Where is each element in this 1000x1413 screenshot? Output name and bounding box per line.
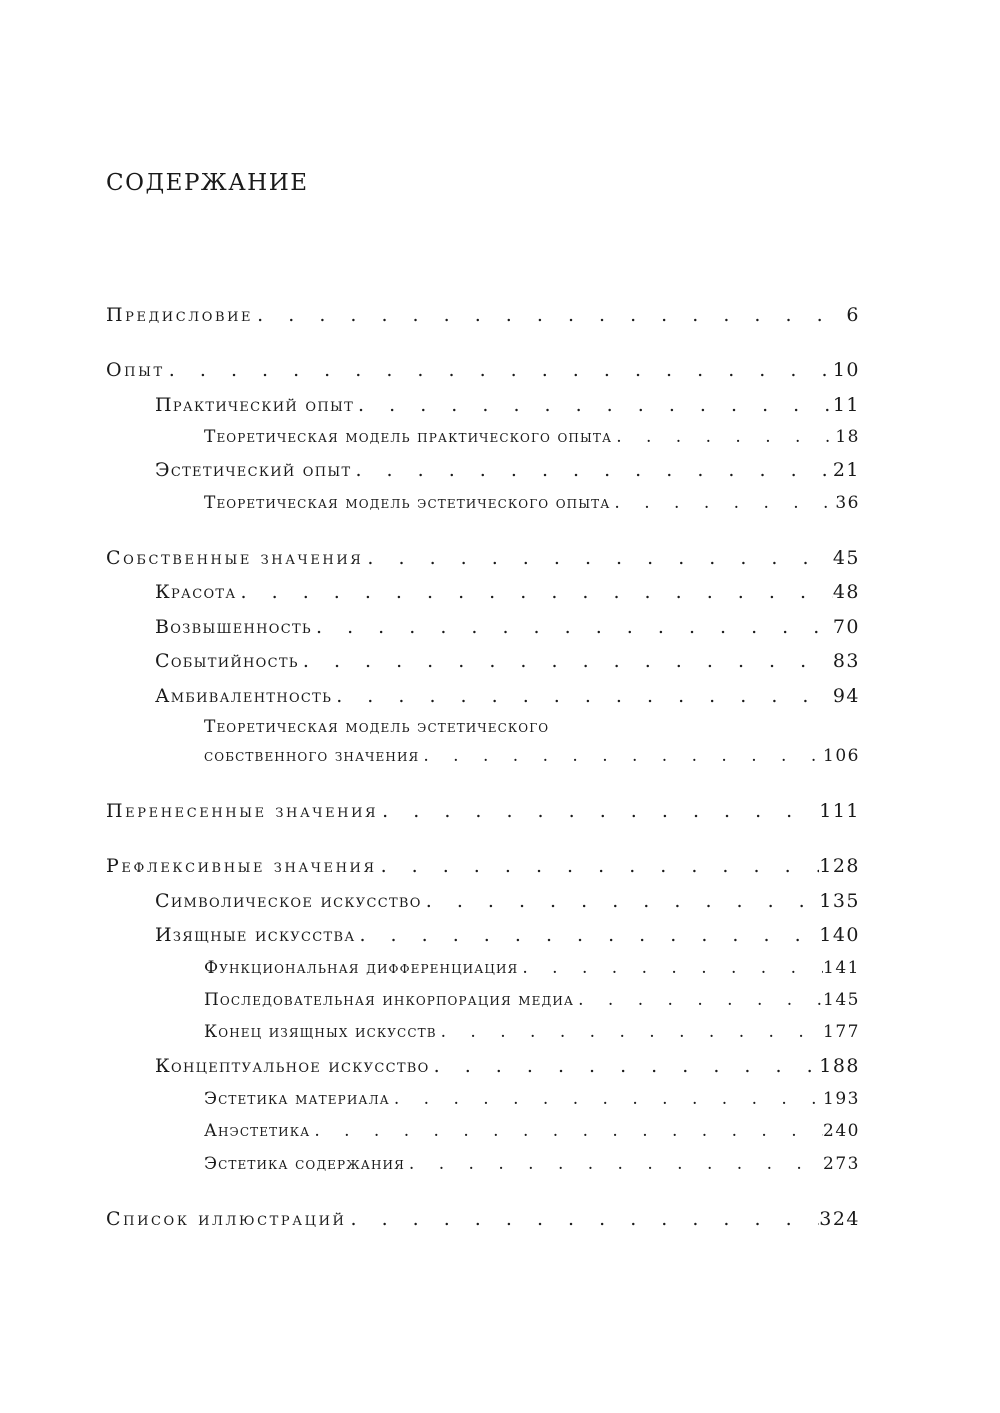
toc-entry-title: Функциональная дифференциация xyxy=(204,958,519,978)
toc-entry-title: Символическое искусство xyxy=(155,890,422,912)
dot-leader xyxy=(610,490,835,516)
toc-entry-theoretical-model-own-meaning[interactable] xyxy=(204,743,860,769)
toc-page-number: 21 xyxy=(832,459,860,481)
dot-leader xyxy=(422,888,820,914)
toc-entry-title: Красота xyxy=(155,581,237,603)
dot-leader xyxy=(430,1053,820,1079)
toc-page-number: 141 xyxy=(823,958,860,978)
toc-entry-title: Теоретическая модель практического опыта xyxy=(204,427,613,447)
toc-page-number: 94 xyxy=(832,685,860,707)
toc-page-number: 83 xyxy=(832,650,860,672)
toc-entry-title: Предисловие xyxy=(106,304,254,326)
toc-page-number: 240 xyxy=(823,1121,860,1141)
toc-page-number: 11 xyxy=(832,394,860,416)
toc-entry-title: Практический опыт xyxy=(155,394,355,416)
toc-entry-title: Эстетика материала xyxy=(204,1089,390,1109)
toc-entry-title: Эстетика содержания xyxy=(204,1154,405,1174)
toc-entry-title: Событийность xyxy=(155,650,299,672)
toc-page-number: 111 xyxy=(819,800,860,822)
toc-entry-title: Опыт xyxy=(106,359,165,381)
dot-leader xyxy=(612,424,835,450)
toc-page-number: 106 xyxy=(823,746,860,766)
toc-entry-preface[interactable] xyxy=(106,302,860,328)
toc-entry-reflexive-meanings[interactable] xyxy=(106,853,860,879)
dot-leader xyxy=(237,579,833,605)
toc-entry-title: Анэстетика xyxy=(204,1121,311,1141)
dot-leader xyxy=(419,743,823,769)
toc-entry-beauty[interactable] xyxy=(155,579,860,605)
toc-entry-title: Рефлексивные значения xyxy=(106,855,377,877)
toc-page-number: 188 xyxy=(819,1055,860,1077)
toc-entry-title-line: Теоретическая модель эстетического xyxy=(204,717,550,737)
dot-leader xyxy=(390,1086,823,1112)
dot-leader xyxy=(346,1206,819,1232)
toc-page-number: 193 xyxy=(823,1089,860,1109)
toc-entry-anaesthetics[interactable] xyxy=(204,1118,860,1144)
toc-page-number: 128 xyxy=(819,855,860,877)
toc-entry-title: Конец изящных искусств xyxy=(204,1022,437,1042)
toc-entry-material-aesthetics[interactable] xyxy=(204,1086,860,1112)
toc-entry-practical-experience[interactable] xyxy=(155,392,860,418)
toc-entry-sublimity[interactable] xyxy=(155,614,860,640)
toc-entry-theoretical-model-aesthetic[interactable] xyxy=(204,490,860,516)
toc-page-number: 45 xyxy=(832,547,860,569)
toc-entry-title: Амбивалентность xyxy=(155,685,333,707)
toc-entry-transferred-meanings[interactable] xyxy=(106,798,860,824)
toc-entry-symbolic-art[interactable] xyxy=(155,888,860,914)
dot-leader xyxy=(574,987,823,1013)
toc-entry-fine-arts[interactable] xyxy=(155,922,860,948)
toc-entry-eventfulness[interactable] xyxy=(155,648,860,674)
toc-entry-experience[interactable] xyxy=(106,357,860,383)
toc-entry-end-of-fine-arts[interactable] xyxy=(204,1019,860,1045)
toc-entry-title: Собственные значения xyxy=(106,547,364,569)
toc-entry-ambivalence[interactable] xyxy=(155,683,860,709)
dot-leader xyxy=(253,302,846,328)
toc-page-number: 324 xyxy=(819,1208,860,1230)
toc-page-number: 70 xyxy=(832,616,860,638)
toc-entry-title: Концептуальное искусство xyxy=(155,1055,430,1077)
toc-page-number: 140 xyxy=(819,924,860,946)
toc-page-number: 135 xyxy=(819,890,860,912)
dot-leader xyxy=(355,922,819,948)
toc-entry-title: Эстетический опыт xyxy=(155,459,352,481)
toc-entry-own-meanings[interactable] xyxy=(106,545,860,571)
toc-page-number: 6 xyxy=(846,304,860,326)
toc-entry-title: Теоретическая модель эстетического опыта xyxy=(204,493,611,513)
toc-page-number: 36 xyxy=(835,493,860,513)
toc-entry-theoretical-model-practical[interactable] xyxy=(204,424,860,450)
toc-page-number: 273 xyxy=(823,1154,860,1174)
toc-entry-aesthetic-experience[interactable] xyxy=(155,457,860,483)
dot-leader xyxy=(377,853,820,879)
dot-leader xyxy=(405,1151,823,1177)
toc-entry-list-of-illustrations[interactable] xyxy=(106,1206,860,1232)
toc-page-number: 48 xyxy=(832,581,860,603)
dot-leader xyxy=(437,1019,823,1045)
toc-entry-title: Возвышенность xyxy=(155,616,312,638)
toc-entry-title: собственного значения xyxy=(204,746,420,766)
dot-leader xyxy=(312,614,833,640)
toc-entry-conceptual-art[interactable] xyxy=(155,1053,860,1079)
toc-entry-title: Последовательная инкорпорация медиа xyxy=(204,990,575,1010)
toc-entry-title: Перенесенные значения xyxy=(106,800,379,822)
dot-leader xyxy=(354,392,833,418)
dot-leader xyxy=(351,457,832,483)
toc-page-number: 177 xyxy=(823,1022,860,1042)
dot-leader xyxy=(165,357,833,383)
dot-leader xyxy=(310,1118,823,1144)
dot-leader xyxy=(363,545,832,571)
toc-entry-content-aesthetics[interactable] xyxy=(204,1151,860,1177)
page-title: СОДЕРЖАНИЕ xyxy=(106,170,309,196)
toc-entry-functional-differentiation[interactable] xyxy=(204,955,860,981)
dot-leader xyxy=(518,955,823,981)
dot-leader xyxy=(332,683,833,709)
toc-page-number: 18 xyxy=(835,427,860,447)
toc-entry-title: Изящные искусства xyxy=(155,924,356,946)
toc-entry-title: Список иллюстраций xyxy=(106,1208,347,1230)
dot-leader xyxy=(299,648,833,674)
toc-entry-media-incorporation[interactable] xyxy=(204,987,860,1013)
toc-page-number: 10 xyxy=(832,359,860,381)
dot-leader xyxy=(378,798,819,824)
toc-page-number: 145 xyxy=(823,990,860,1010)
